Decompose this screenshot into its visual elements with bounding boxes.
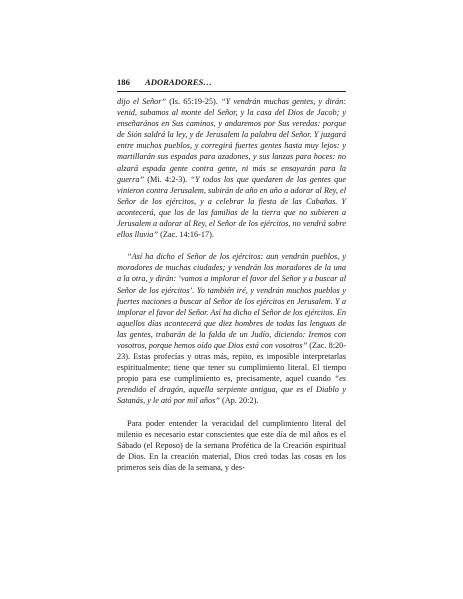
- running-header: [117, 77, 345, 88]
- running-title: ADORADORES…: [145, 77, 212, 87]
- paragraph: [117, 251, 346, 406]
- body-text: [117, 96, 346, 473]
- text-run: (Zac. 14:16-17).: [158, 230, 214, 240]
- page-number: 186: [117, 77, 130, 87]
- text-run: (Ap. 20:2).: [219, 396, 259, 406]
- italic-quote-run: “Y vendrán muchas gentes, y dirán: venid, subamos al monte del Señor, y la casa del Dios de Jacob; y enseñarános en Sus caminos, y andaremos por Sus veredas: porque de Sión saldrá la ley, y de Jerusalem la palabra del Señor. Y juzgará entre muchos pueblos, y corregirá fuertes gentes hasta muy lejos: y martillarán sus espadas para azadones, y sus lanzas para hoces: no alzará espada gente contra gente, ni más se ensayarán para la guerra”: [117, 97, 346, 184]
- text-run: (Zac. 8:20-23). Estas profecías y otras más, repito, es imposible interpretarlas espiritualmente; tiene que tener su cumplimiento literal. El tiempo propio para ese cumplimiento es, precisamente, aquel cuando: [117, 340, 346, 384]
- italic-quote-run: dijo el Señor”: [117, 97, 167, 106]
- header-rule: [117, 91, 346, 92]
- text-run: (Mi. 4:2-3).: [144, 174, 191, 184]
- italic-quote-run: “es prendido el dragón, aquella serpiente antigua, que es el Diablo y Satanás, y le ató por mil años”: [117, 374, 346, 406]
- paragraph: [117, 418, 346, 473]
- paragraph: [117, 96, 346, 240]
- text-run: Para poder entender la veracidad del cumplimiento literal del milenio es necesario estar conscientes que este día de mil años es el Sábado (el Reposo) de la semana Profética de la Creación espiritual de Dios. En la creación material, Dios creó todas las cosas en los primeros seis días de la semana, y des-: [117, 418, 346, 472]
- italic-quote-run: “Y todos los que quedaren de las gentes que vinieron contra Jerusalem, subirán de año en año a adorar al Rey, el Señor de los ejércitos, y a celebrar la fiesta de las Cabañas. Y acontecerá, que los de las familias de la tierra que no subieren a Jerusalem a adorar al Rey, el Señor de los ejércitos, no vendrá sobre ellos lluvia”: [117, 174, 346, 240]
- italic-quote-run: “Así ha dicho el Señor de los ejércitos: aun vendrán pueblos, y moradores de muchas ciudades; y vendrán los moradores de la una a la otra, y dirán: ‘vamos a implorar el favor del Señor y a buscar al Señor de los ejércitos’. Yo también iré, y vendrán muchos pueblos y fuertes naciones a buscar al Señor de los ejércitos en Jerusalem. Y a implorar el favor del Señor. Así ha dicho el Señor de los ejércitos. En aquellos días acontecerá que diez hombres de todas las lenguas de las gentes, trabarán de la falda de un Judío, diciendo: Iremos con vosotros, porque hemos oído que Dios está con vosotros”: [117, 252, 346, 350]
- text-run: (Is. 65:19-25).: [166, 97, 222, 106]
